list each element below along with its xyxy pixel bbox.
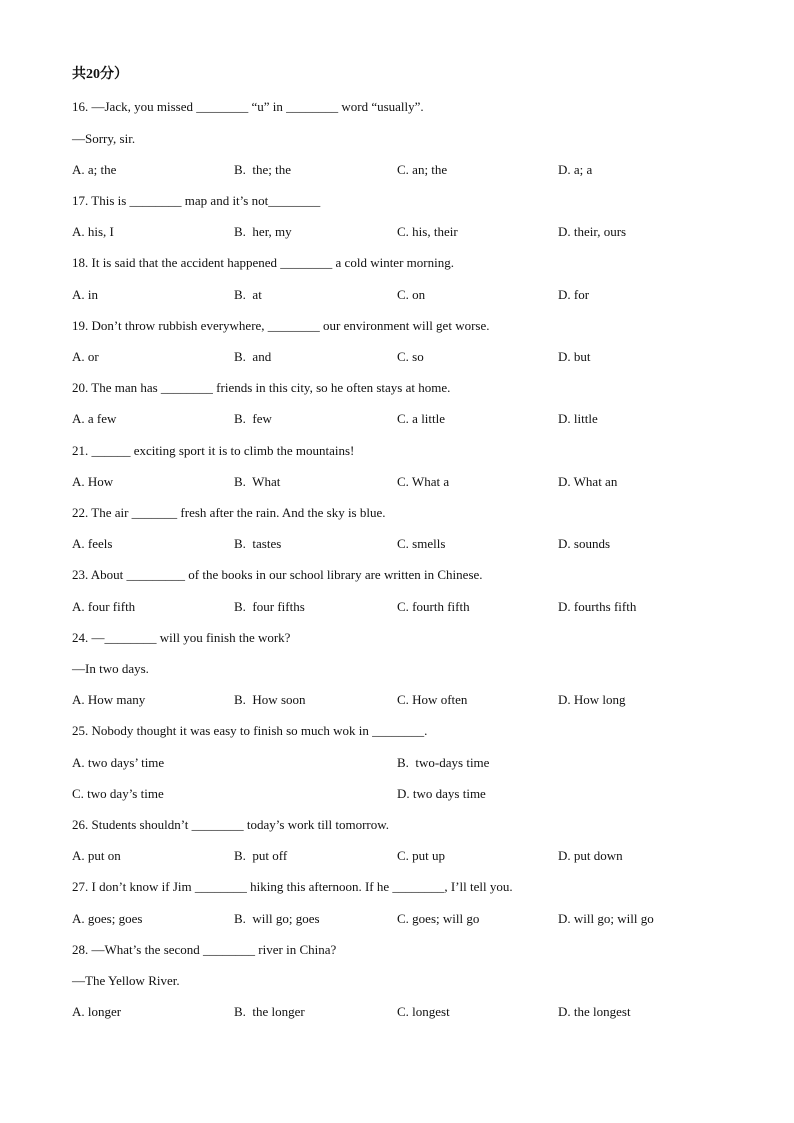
question-24-option-b: B. How soon: [234, 692, 306, 707]
question-28-option-a: A. longer: [72, 1004, 122, 1019]
question-27-option-a: A. goes; goes: [72, 911, 143, 926]
question-16-option-b: B. the; the: [234, 162, 292, 177]
question-21-option-b: B. What: [234, 474, 281, 489]
question-22-option-d: D. sounds: [558, 536, 611, 551]
question-18-option-c: C. on: [397, 287, 426, 302]
question-19-option-c: C. so: [397, 349, 424, 364]
question-27-option-b: B. will go; goes: [234, 911, 320, 926]
question-28-option-d: D. the longest: [558, 1004, 631, 1019]
question-16-stem: 16. —Jack, you missed ________ “u” in ________ word “usually”.: [72, 99, 424, 114]
question-26-stem: 26. Students shouldn’t ________ today’s work till tomorrow.: [72, 817, 390, 832]
question-17-option-d: D. their, ours: [558, 224, 627, 239]
question-23-stem: 23. About _________ of the books in our school library are written in Chinese.: [72, 567, 483, 582]
question-27-option-d: D. will go; will go: [558, 911, 654, 926]
question-18-option-b: B. at: [234, 287, 262, 302]
question-23-option-a: A. four fifth: [72, 599, 136, 614]
question-20-stem: 20. The man has ________ friends in this city, so he often stays at home.: [72, 380, 451, 395]
question-16-option-c: C. an; the: [397, 162, 448, 177]
question-21-option-a: A. How: [72, 474, 114, 489]
question-21-option-d: D. What an: [558, 474, 618, 489]
question-22-stem: 22. The air _______ fresh after the rain. And the sky is blue.: [72, 505, 386, 520]
question-20-option-d: D. little: [558, 411, 598, 426]
question-18-option-a: A. in: [72, 287, 98, 302]
question-26-option-a: A. put on: [72, 848, 121, 863]
question-28-stem: 28. —What’s the second ________ river in China?: [72, 942, 337, 957]
question-27-option-c: C. goes; will go: [397, 911, 480, 926]
question-25-option-d: D. two days time: [397, 786, 486, 801]
question-23-option-b: B. four fifths: [234, 599, 305, 614]
question-26-option-c: C. put up: [397, 848, 446, 863]
question-26-option-d: D. put down: [558, 848, 623, 863]
question-26-option-b: B. put off: [234, 848, 288, 863]
question-24-option-a: A. How many: [72, 692, 146, 707]
question-18-stem: 18. It is said that the accident happened ________ a cold winter morning.: [72, 255, 454, 270]
question-17-stem: 17. This is ________ map and it’s not________: [72, 193, 321, 208]
question-17-option-c: C. his, their: [397, 224, 458, 239]
question-25-stem: 25. Nobody thought it was easy to finish so much wok in ________.: [72, 723, 428, 738]
question-16-response: —Sorry, sir.: [72, 131, 136, 146]
question-20-option-c: C. a little: [397, 411, 446, 426]
question-22-option-a: A. feels: [72, 536, 113, 551]
question-16-option-a: A. a; the: [72, 162, 117, 177]
question-18-option-d: D. for: [558, 287, 590, 302]
question-20-option-a: A. a few: [72, 411, 117, 426]
question-19-option-d: D. but: [558, 349, 591, 364]
question-21-option-c: C. What a: [397, 474, 450, 489]
question-24-option-c: C. How often: [397, 692, 468, 707]
question-22-option-c: C. smells: [397, 536, 446, 551]
question-24-stem: 24. —________ will you finish the work?: [72, 630, 291, 645]
question-19-option-b: B. and: [234, 349, 272, 364]
question-16-option-d: D. a; a: [558, 162, 593, 177]
question-17-option-a: A. his, I: [72, 224, 114, 239]
question-24-option-d: D. How long: [558, 692, 626, 707]
question-25-option-b: B. two-days time: [397, 755, 490, 770]
question-28-option-b: B. the longer: [234, 1004, 305, 1019]
question-17-option-b: B. her, my: [234, 224, 292, 239]
question-28-response: —The Yellow River.: [72, 973, 180, 988]
question-21-stem: 21. ______ exciting sport it is to climb the mountains!: [72, 443, 355, 458]
question-23-option-d: D. fourths fifth: [558, 599, 637, 614]
question-22-option-b: B. tastes: [234, 536, 282, 551]
question-28-option-c: C. longest: [397, 1004, 450, 1019]
question-27-stem: 27. I don’t know if Jim ________ hiking this afternoon. If he ________, I’ll tell you.: [72, 879, 513, 894]
question-20-option-b: B. few: [234, 411, 272, 426]
question-19-option-a: A. or: [72, 349, 99, 364]
section-heading: 共20分）: [72, 67, 128, 82]
question-25-option-a: A. two days’ time: [72, 755, 165, 770]
question-24-response: —In two days.: [72, 661, 149, 676]
question-23-option-c: C. fourth fifth: [397, 599, 470, 614]
question-19-stem: 19. Don’t throw rubbish everywhere, ________ our environment will get worse.: [72, 318, 490, 333]
question-25-option-c: C. two day’s time: [72, 786, 164, 801]
